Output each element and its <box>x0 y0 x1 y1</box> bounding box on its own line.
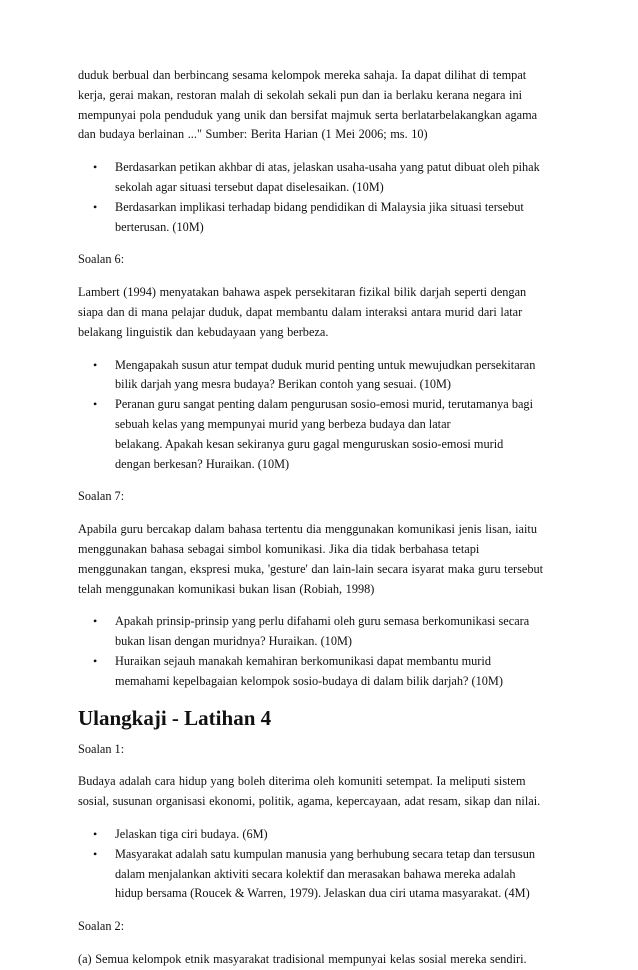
list-item <box>78 652 564 692</box>
text-line: dengan berkesan? Huraikan. (10M) <box>115 456 290 471</box>
text-line: memahami kepelbagaian kelompok sosio-budaya di dalam bilik darjah? (10M) <box>115 673 503 688</box>
text-line: Lambert (1994) menyatakan bahawa aspek persekitaran fizikal bilik darjah seperti dengan <box>78 285 527 300</box>
list-item <box>78 198 564 238</box>
text-line: dan budaya berlainan ..." Sumber: Berita Harian (1 Mei 2006; ms. 10) <box>78 127 428 142</box>
text-line: Jelaskan tiga ciri budaya. (6M) <box>115 826 268 841</box>
text-line: telah menggunakan komunikasi bukan lisan (Robiah, 1998) <box>78 581 375 596</box>
text-line: sebuah kelas yang mempunyai murid yang berbeza budaya dan latar <box>115 416 451 431</box>
question-paragraph <box>78 520 564 599</box>
question-paragraph <box>78 283 564 342</box>
bullet-list <box>78 612 564 691</box>
text-line: Berdasarkan petikan akhbar di atas, jelaskan usaha-usaha yang patut dibuat oleh pihak <box>115 160 540 175</box>
text-line: berterusan. (10M) <box>115 219 204 234</box>
bullet-icon: • <box>93 846 98 861</box>
text-line: Apakah prinsip-prinsip yang perlu difahami oleh guru semasa berkomunikasi secara <box>115 614 530 629</box>
document-page <box>78 66 564 970</box>
bullet-icon: • <box>93 357 98 372</box>
question-label: Soalan 1: <box>78 741 125 756</box>
text-line: Huraikan sejauh manakah kemahiran berkomunikasi dapat membantu murid <box>115 653 491 668</box>
text-line: Mengapakah susun atur tempat duduk murid penting untuk mewujudkan persekitaran <box>115 357 536 372</box>
list-item <box>78 158 564 198</box>
text-line: Apabila guru bercakap dalam bahasa tertentu dia menggunakan komunikasi jenis lisan, iaitu <box>78 522 537 537</box>
list-item <box>78 825 564 845</box>
bullet-icon: • <box>93 614 98 629</box>
text-line: kerja, gerai makan, restoran malah di sekolah sekali pun dan ia berlaku kerana negara ini <box>78 87 523 102</box>
bullet-icon: • <box>93 160 98 175</box>
text-line: dalam menjalankan aktiviti secara kolektif dan merasakan bahawa mereka adalah <box>115 866 516 881</box>
question-label: Soalan 6: <box>78 252 125 267</box>
text-line: belakang linguistik dan kebudayaan yang berbeza. <box>78 324 329 339</box>
list-item <box>78 356 564 396</box>
text-line: menggunakan tangan, ekspresi muka, 'gesture' dan lain-lain secara isyarat maka guru tersebut <box>78 561 544 576</box>
list-item <box>78 845 564 904</box>
section-heading: Ulangkaji - Latihan 4 <box>78 705 272 730</box>
text-line: menggunakan bahasa sebagai simbol komunikasi. Jika dia tidak berbahasa tetapi <box>78 541 480 556</box>
text-line: Peranan guru sangat penting dalam pengurusan sosio-emosi murid, terutamanya bagi <box>115 397 533 412</box>
text-line: sosial, susunan organisasi ekonomi, politik, agama, kepercayaan, adat resam, sikap dan nilai. <box>78 794 541 809</box>
list-item <box>78 395 564 474</box>
text-line: belakang. Apakah kesan sekiranya guru gagal menguruskan sosio-emosi murid <box>115 436 504 451</box>
bullet-icon: • <box>93 653 98 668</box>
text-line: bukan lisan dengan muridnya? Huraikan. (10M) <box>115 634 352 649</box>
bullet-icon: • <box>93 397 98 412</box>
bullet-list <box>78 825 564 904</box>
bullet-icon: • <box>93 826 98 841</box>
text-line: sekolah agar situasi tersebut dapat diselesaikan. (10M) <box>115 179 384 194</box>
text-line: bilik darjah yang mesra budaya? Berikan contoh yang sesuai. (10M) <box>115 377 452 392</box>
text-line: hidup bersama (Roucek & Warren, 1979). Jelaskan dua ciri utama masyarakat. (4M) <box>115 886 530 901</box>
intro-paragraph <box>78 66 564 145</box>
text-line: Masyarakat adalah satu kumpulan manusia yang berhubung secara tetap dan tersusun <box>115 846 536 861</box>
question-paragraph <box>78 950 564 970</box>
bullet-icon: • <box>93 199 98 214</box>
text-line: mempunyai pola penduduk yang unik dan bersifat majmuk serta berlatarbelakangkan agama <box>78 107 538 122</box>
text-line: Berdasarkan implikasi terhadap bidang pendidikan di Malaysia jika situasi tersebut <box>115 199 524 214</box>
question-label: Soalan 7: <box>78 489 125 504</box>
question-label: Soalan 2: <box>78 919 125 934</box>
text-line: duduk berbual dan berbincang sesama kelompok mereka sahaja. Ia dapat dilihat di tempat <box>78 68 527 82</box>
question-paragraph <box>78 772 564 812</box>
text-line: siapa dan di mana pelajar duduk, dapat membantu dalam interaksi antara murid dari latar <box>78 304 523 319</box>
text-line: (a) Semua kelompok etnik masyarakat tradisional mempunyai kelas sosial mereka sendiri. <box>78 951 527 966</box>
bullet-list <box>78 158 564 237</box>
bullet-list <box>78 356 564 475</box>
text-line: Budaya adalah cara hidup yang boleh diterima oleh komuniti setempat. Ia meliputi sistem <box>78 774 526 789</box>
list-item <box>78 612 564 652</box>
